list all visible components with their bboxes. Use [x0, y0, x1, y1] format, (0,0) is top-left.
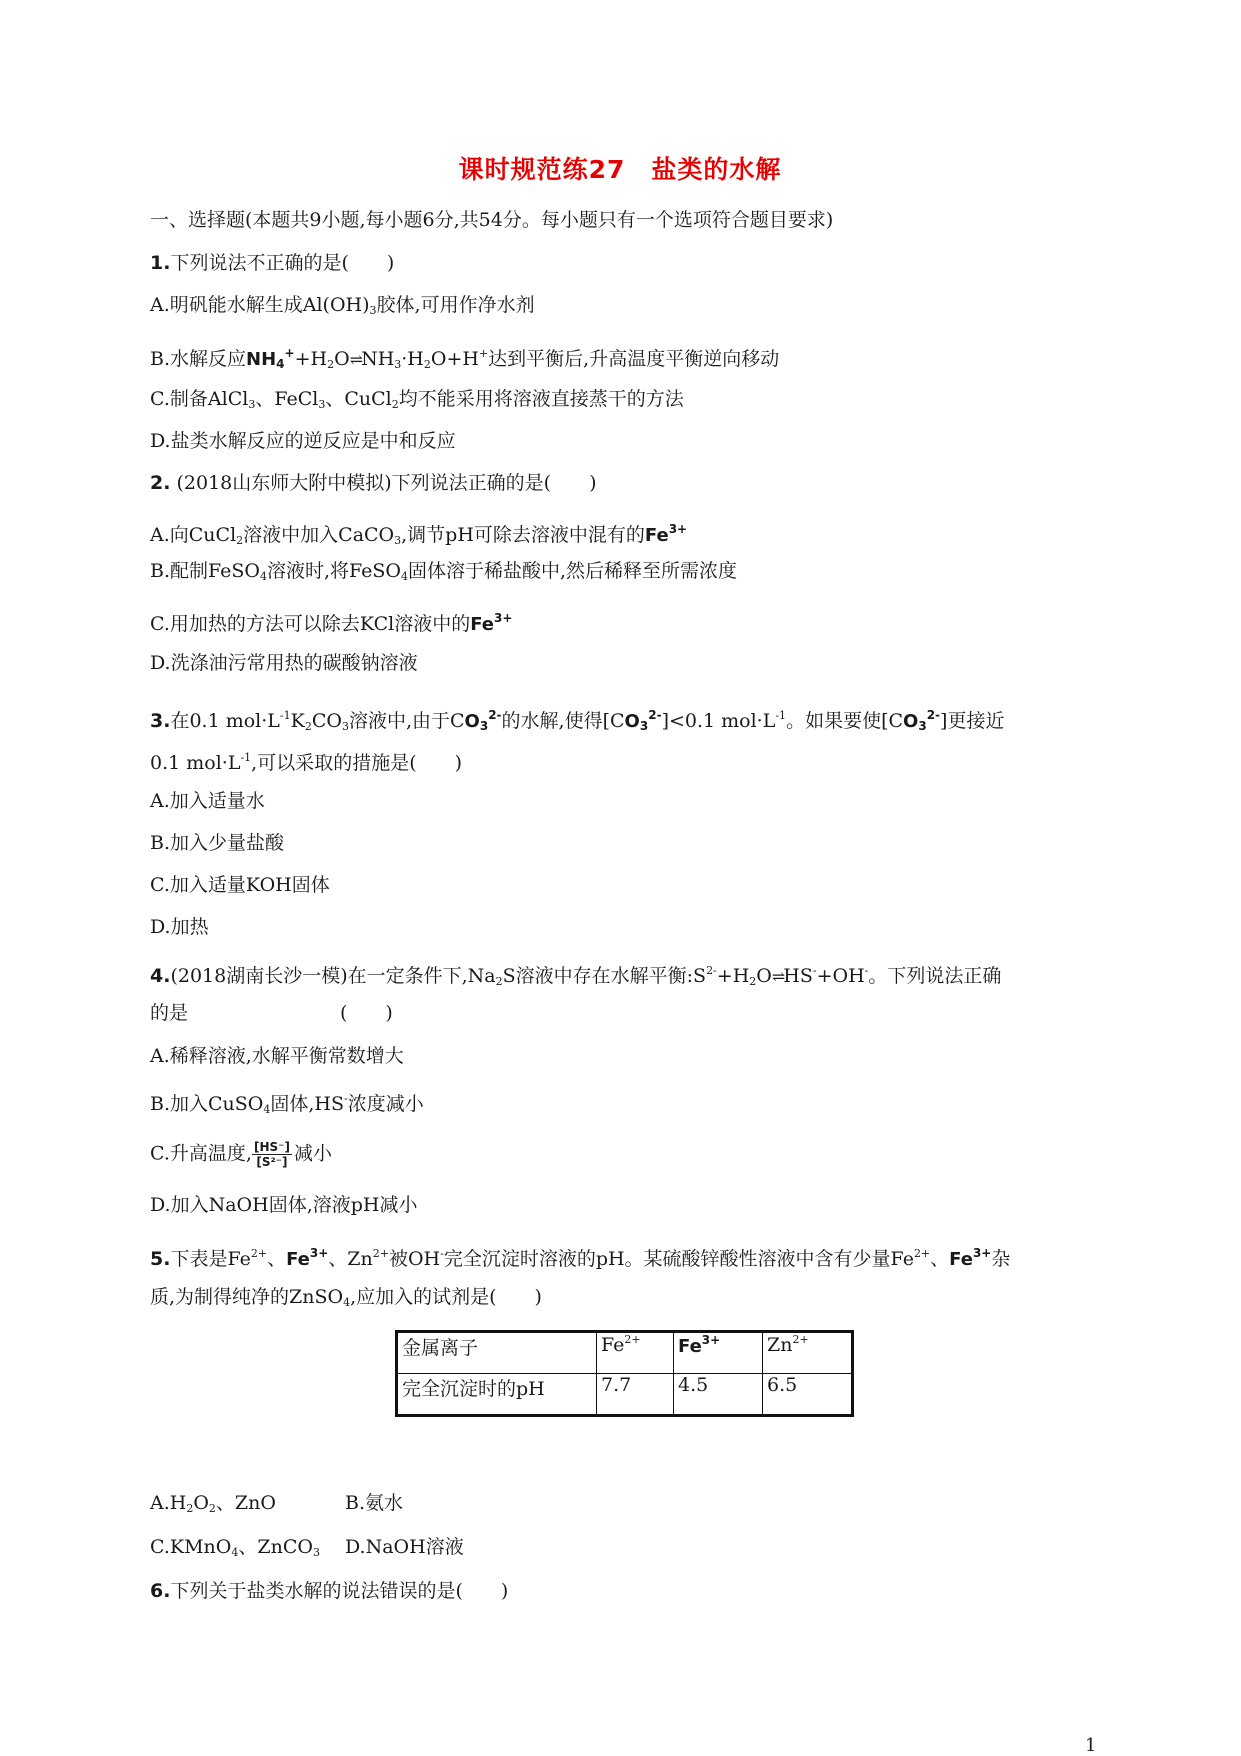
- question-3-stem-line1: 3.在0.1 $mol\cdot L^{-1}K_2CO_3$溶液中,由于$CO_3^{2-}$的水解,使得$[CO_3^{2-}]<0.1$ $mol\cdot L^{-1}$。如果要使$[CO_3^{2-}]$更接近: [150, 708, 1005, 733]
- q4-option-b: B.加入CuSO$_4$固体,HS-浓度减小: [150, 1092, 424, 1116]
- ferric-ion: $Fe^{3+}$: [644, 522, 688, 546]
- q2-option-a: A.向CuCl$_2$溶液中加入CaCO$_3$,调节pH可除去溶液中混有的$Fe^{3+}$: [150, 522, 688, 547]
- table-header-cell: $Zn^{2+}$: [763, 1332, 853, 1374]
- q5-option-a: $A.H_2O_2$、ZnO: [150, 1492, 276, 1515]
- page-number: 1: [1085, 1735, 1097, 1756]
- question-2-stem: 2. (2018山东师大附中模拟)下列说法正确的是( ): [150, 472, 597, 494]
- q5-option-c: C.KMnO$_4$、ZnCO$_3$: [150, 1536, 320, 1559]
- section-heading: 一、选择题(本题共9小题,每小题6分,共54分。每小题只有一个选项符合题目要求): [150, 209, 834, 231]
- q2-option-d: D.洗涤油污常用热的碳酸钠溶液: [150, 652, 418, 674]
- carbonate-ion: $O_3^{2-}$: [464, 708, 502, 733]
- question-4-stem-line2: 的是 ( ): [150, 1002, 393, 1024]
- q3-option-b: B.加入少量盐酸: [150, 832, 285, 854]
- question-3-stem-line2: 0.1 $mol\cdot L^{-1}$,可以采取的措施是( ): [150, 751, 463, 774]
- precipitation-ph-table: [395, 1330, 854, 1417]
- table-row: [397, 1374, 853, 1416]
- q2-option-b: B.配制FeSO$_4$溶液时,将FeSO$_4$固体溶于稀盐酸中,然后稀释至所需浓度: [150, 560, 738, 583]
- question-4-stem-line1: 4.(2018湖南长沙一模)在一定条件下$,Na_2S$溶液中存在水解平衡$:S^{2-}+H_2O\rightleftharpoons HS^-+OH^-$。下列说法正确: [150, 964, 1002, 988]
- q3-option-c: C.加入适量KOH固体: [150, 874, 330, 896]
- q4-option-c: C.升高温度, $\frac{[HS^-]}{\text{[S²⁻]}}$ 减小: [150, 1140, 332, 1169]
- ammonium-ion: $NH_4^+$: [246, 346, 295, 371]
- carbonate-ion: $O_3^{2-}$: [903, 708, 941, 733]
- q1-option-b: B.水解反应$NH_4^++H_2O\rightleftharpoons NH_3\cdot H_2O+H^+$达到平衡后,升高温度平衡逆向移动: [150, 346, 780, 371]
- table-header-cell: $Fe^{3+}$: [674, 1332, 763, 1374]
- q2-option-c: C.用加热的方法可以除去KCl溶液中的$Fe^{3+}$: [150, 611, 513, 635]
- equilibrium-arrow-icon: ⇌: [771, 967, 784, 986]
- q3-option-a: A.加入适量水: [150, 790, 265, 812]
- table-cell: 完全沉淀时的pH: [397, 1374, 597, 1416]
- question-5-stem-line1: 5.下表是$Fe^{2+}$、$Fe^{3+}$、$Zn^{2+}$被OH-完全沉淀时溶液的pH。某硫酸锌酸性溶液中含有少量$Fe^{2+}$、$Fe^{3+}$杂: [150, 1246, 1011, 1270]
- q4-option-a: A.稀释溶液,水解平衡常数增大: [150, 1045, 404, 1067]
- page-title: 课时规范练27 盐类的水解: [458, 155, 782, 184]
- table-cell: 4.5: [674, 1374, 763, 1416]
- document-page: [150, 0, 1090, 1755]
- table-cell: 7.7: [597, 1374, 674, 1416]
- q5-option-d: D.NaOH溶液: [345, 1536, 464, 1558]
- question-5-stem-line2: 质,为制得纯净的ZnSO$_4$,应加入的试剂是( ): [150, 1286, 542, 1309]
- table-header-cell: 金属离子: [397, 1332, 597, 1374]
- q3-option-d: D.加热: [150, 916, 209, 938]
- carbonate-ion: $O_3^{2-}$: [624, 708, 662, 733]
- table-row: [397, 1332, 853, 1374]
- question-6-stem: 6.下列关于盐类水解的说法错误的是( ): [150, 1580, 509, 1602]
- equilibrium-arrow-icon: ⇌: [349, 350, 362, 369]
- q1-option-a: A.明矾能水解生成$Al(OH)_3$胶体,可用作净水剂: [150, 294, 535, 317]
- q4-option-d: D.加入NaOH固体,溶液pH减小: [150, 1194, 418, 1216]
- table-header-cell: $Fe^{2+}$: [597, 1332, 674, 1374]
- question-1-stem: 1.下列说法不正确的是( ): [150, 252, 395, 274]
- concentration-ratio-fraction: $\frac{[HS^-]}{\text{[S²⁻]}}$: [253, 1140, 290, 1169]
- q5-option-b: B.氨水: [345, 1492, 404, 1514]
- table-cell: 6.5: [763, 1374, 853, 1416]
- q1-option-c: C.制备AlCl$_3$、FeCl$_3$、CuCl$_2$均不能采用将溶液直接蒸干的方法: [150, 388, 684, 411]
- q1-option-d: D.盐类水解反应的逆反应是中和反应: [150, 430, 456, 452]
- ferric-ion: $Fe^{3+}$: [949, 1246, 992, 1270]
- ferric-ion: $Fe^{3+}$: [286, 1246, 329, 1270]
- question-number: 1.: [150, 252, 171, 274]
- ferric-ion: $Fe^{3+}$: [470, 611, 513, 635]
